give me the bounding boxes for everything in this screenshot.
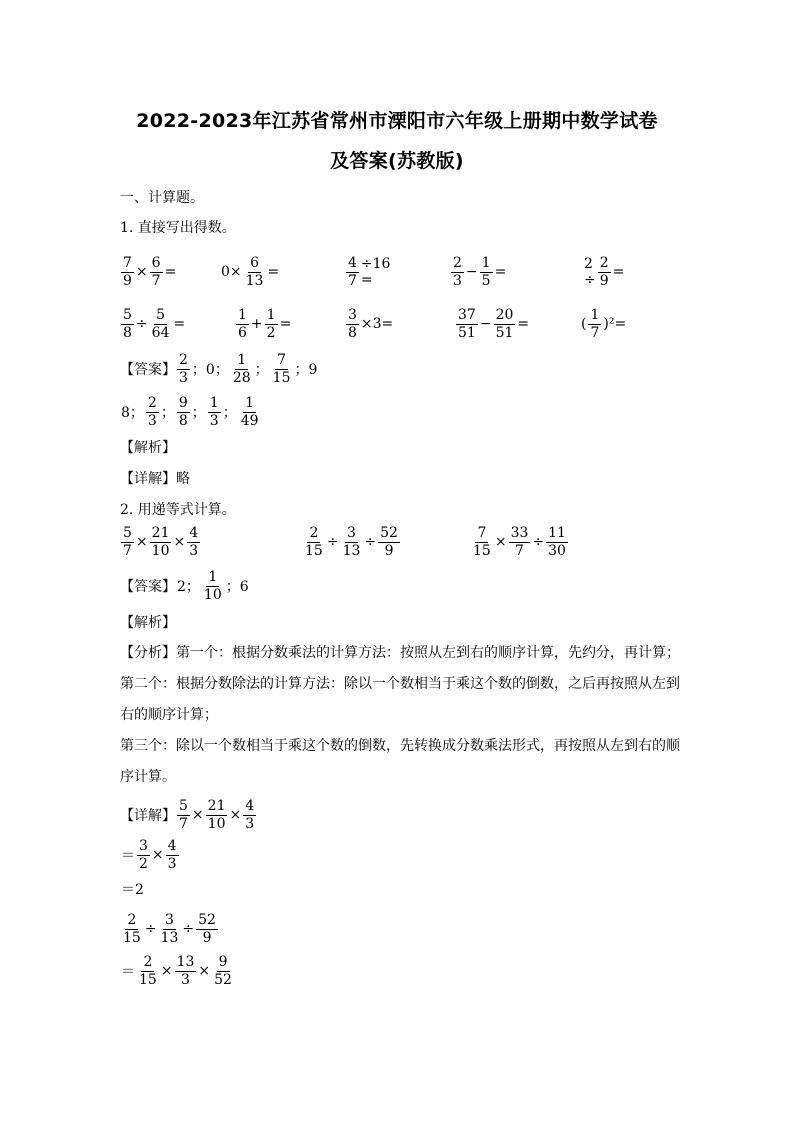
denominator: 8	[178, 412, 188, 429]
math-text: ×	[198, 963, 211, 979]
q1-expr	[220, 255, 280, 290]
fraction	[121, 255, 134, 290]
denominator: 28	[232, 369, 251, 386]
denominator: 13	[160, 929, 179, 946]
denominator: 8	[123, 324, 132, 341]
math-text: ÷	[326, 534, 339, 550]
denominator: 64	[151, 324, 170, 341]
q2-expr	[120, 525, 201, 560]
fraction	[480, 255, 493, 290]
q2-step	[120, 838, 180, 873]
denominator: 3	[167, 855, 177, 872]
numerator: 1	[208, 568, 218, 585]
denominator: 7	[348, 272, 357, 289]
numerator: 5	[123, 306, 132, 323]
math-text: (	[581, 316, 587, 332]
fraction	[341, 525, 363, 560]
math-text: 2 ÷	[584, 256, 596, 288]
q2-step	[176, 798, 257, 833]
denominator: 7	[590, 324, 600, 341]
fraction	[177, 395, 190, 430]
fraction	[346, 307, 359, 342]
fraction	[471, 525, 493, 560]
numerator: 1	[209, 394, 219, 411]
numerator: 2	[147, 394, 157, 411]
q1-expr	[455, 307, 530, 342]
q1-answer-line-1	[120, 349, 318, 389]
denominator: 7	[151, 272, 161, 289]
numerator: 3	[348, 306, 357, 323]
numerator: 21	[151, 524, 170, 541]
numerator: 52	[380, 524, 398, 541]
math-text: +	[250, 316, 263, 332]
fraction	[137, 838, 150, 873]
math-text: ÷	[364, 534, 377, 550]
fraction	[121, 307, 134, 342]
fraction	[121, 525, 134, 560]
math-text: ×	[135, 534, 148, 550]
fraction	[265, 307, 278, 342]
q2-answer-line	[120, 566, 250, 606]
answer-label: 【答案】	[120, 362, 176, 378]
denominator: 13	[245, 272, 264, 289]
fraction	[166, 838, 179, 873]
numerator: 6	[151, 254, 161, 271]
fraction	[598, 255, 611, 290]
numerator: 9	[218, 953, 228, 970]
numerator: 13	[176, 953, 195, 970]
denominator: 7	[515, 542, 524, 559]
denominator: 7	[179, 815, 188, 832]
math-text: −	[479, 316, 492, 332]
numerator: 37	[458, 306, 476, 323]
math-text: ；	[191, 405, 206, 421]
q2-analysis-paragraph-1: 【分析】第一个：根据分数乘法的计算方法：按照从左到右的顺序计算，先约分，再计算；第二个：根据分数除法的计算方法：除以一个数相当于乘这个数的倒数，之后再按照从左到右的顺序计算；	[120, 645, 680, 723]
numerator: 7	[277, 351, 287, 368]
fraction	[546, 525, 568, 560]
fraction	[244, 255, 266, 290]
fraction	[146, 395, 159, 430]
q1-expr	[583, 255, 625, 290]
denominator: 9	[123, 272, 132, 289]
q2-expr	[302, 525, 401, 560]
numerator: 1	[481, 254, 491, 271]
numerator: 4	[348, 254, 357, 271]
denominator: 15	[139, 971, 157, 988]
q1-expr	[345, 307, 394, 342]
fraction	[231, 352, 253, 387]
denominator: 8	[348, 324, 357, 341]
document-title-line2: 及答案(苏教版)	[330, 150, 464, 172]
denominator: 2	[139, 855, 148, 872]
numerator: 5	[123, 524, 132, 541]
numerator: 11	[548, 524, 566, 541]
denominator: 3	[181, 971, 190, 988]
math-text: ；	[254, 362, 269, 378]
denominator: 49	[240, 412, 259, 429]
math-text: =	[494, 264, 507, 280]
denominator: 3	[147, 412, 157, 429]
fraction	[509, 525, 531, 560]
math-text: ；	[222, 405, 237, 421]
numerator: 7	[123, 254, 132, 271]
q2-detail-step-5	[120, 951, 235, 991]
denominator: 30	[548, 542, 566, 559]
denominator: 10	[203, 586, 222, 603]
math-text: 8；	[121, 405, 144, 421]
denominator: 9	[384, 542, 394, 559]
question-2-label: 2. 用递等式计算。	[120, 502, 236, 518]
q1-expr	[580, 307, 627, 342]
q2-analysis-label: 【解析】	[120, 615, 176, 631]
numerator: 3	[139, 837, 148, 854]
denominator: 2	[266, 324, 276, 341]
math-text: 0×	[221, 264, 242, 280]
numerator: 4	[189, 524, 199, 541]
fraction	[303, 525, 325, 560]
fraction	[150, 255, 163, 290]
q1-detail: 【详解】略	[120, 471, 190, 487]
numerator: 2	[453, 254, 462, 271]
numerator: 21	[207, 797, 226, 814]
numerator: 6	[250, 254, 260, 271]
math-text: ×	[151, 847, 164, 863]
denominator: 10	[207, 815, 226, 832]
numerator: 33	[510, 524, 529, 541]
denominator: 51	[495, 324, 514, 341]
denominator: 3	[179, 369, 188, 386]
fraction	[243, 798, 256, 833]
denominator: 51	[458, 324, 476, 341]
math-text: =	[612, 264, 625, 280]
denominator: 15	[272, 369, 291, 386]
math-text: ＝2	[121, 882, 144, 898]
math-text: ＝	[121, 848, 135, 864]
fraction	[121, 912, 143, 947]
denominator: 9	[202, 929, 212, 946]
math-text: ÷	[182, 921, 195, 937]
numerator: 3	[165, 911, 174, 928]
numerator: 1	[590, 306, 600, 323]
numerator: 2	[127, 911, 137, 928]
math-text: ×	[173, 534, 186, 550]
fraction	[150, 525, 172, 560]
q2-detail-step-1	[120, 795, 257, 835]
denominator: 7	[123, 542, 132, 559]
numerator: 7	[477, 524, 487, 541]
math-text: ÷16 =	[360, 256, 391, 288]
fraction	[206, 798, 228, 833]
fraction	[271, 352, 293, 387]
math-text: =	[279, 316, 292, 332]
q1-expr	[235, 307, 292, 342]
numerator: 1	[237, 351, 247, 368]
math-text: ×	[191, 807, 204, 823]
q1-answer-values	[120, 395, 262, 430]
denominator: 6	[238, 324, 247, 341]
numerator: 5	[179, 797, 188, 814]
question-1-label: 1. 直接写出得数。	[120, 220, 236, 236]
fraction	[346, 255, 359, 290]
fraction	[456, 307, 478, 342]
math-text: ；	[160, 405, 175, 421]
denominator: 10	[151, 542, 170, 559]
fraction	[236, 307, 249, 342]
numerator: 4	[245, 797, 255, 814]
numerator: 1	[238, 306, 247, 323]
q1-expr	[120, 307, 186, 342]
math-text: ÷	[135, 316, 148, 332]
q1-expr	[120, 255, 177, 290]
denominator: 9	[599, 272, 609, 289]
document-title-line1: 2022-2023年江苏省常州市溧阳市六年级上册期中数学试卷	[136, 110, 658, 132]
answer-label: 【答案】	[120, 579, 176, 595]
denominator: 52	[214, 971, 232, 988]
q2-answer-values	[176, 569, 250, 604]
numerator: 3	[347, 524, 356, 541]
denominator: 3	[209, 412, 219, 429]
fraction	[159, 912, 181, 947]
numerator: 1	[266, 306, 276, 323]
math-text: −	[465, 264, 478, 280]
fraction	[208, 395, 221, 430]
math-text: ÷	[532, 534, 545, 550]
fraction	[202, 569, 224, 604]
numerator: 52	[198, 911, 216, 928]
fraction	[451, 255, 464, 290]
fraction	[175, 954, 197, 989]
fraction	[239, 395, 261, 430]
denominator: 3	[245, 815, 255, 832]
math-text: =	[517, 316, 530, 332]
fraction	[196, 912, 218, 947]
fraction	[378, 525, 400, 560]
numerator: 2	[309, 524, 319, 541]
fraction	[212, 954, 234, 989]
fraction	[137, 954, 159, 989]
math-text: ×	[229, 807, 242, 823]
math-text: =	[267, 264, 280, 280]
math-text: ＝	[121, 964, 135, 980]
fraction	[187, 525, 200, 560]
q1-answer-values	[176, 352, 318, 387]
denominator: 13	[342, 542, 361, 559]
numerator: 5	[156, 306, 166, 323]
section-heading: 一、计算题。	[120, 190, 204, 206]
fraction	[494, 307, 516, 342]
denominator: 15	[123, 929, 141, 946]
denominator: 15	[305, 542, 323, 559]
q1-analysis-label: 【解析】	[120, 440, 176, 456]
denominator: 15	[473, 542, 491, 559]
math-text: 2；	[177, 579, 200, 595]
math-text: ；6	[225, 579, 249, 595]
math-text: )²=	[603, 316, 627, 332]
q2-step	[120, 954, 235, 989]
math-text: ×3=	[360, 316, 394, 332]
q2-detail-step-4	[120, 909, 219, 949]
q1-answer-line-2	[120, 392, 262, 432]
numerator: 9	[178, 394, 188, 411]
math-text: ×	[160, 963, 173, 979]
math-text: =	[164, 264, 177, 280]
fraction	[177, 352, 190, 387]
fraction	[150, 307, 172, 342]
fraction	[588, 307, 601, 342]
fraction	[177, 798, 190, 833]
numerator: 4	[167, 837, 177, 854]
q1-expr	[345, 255, 391, 290]
q2-expr	[470, 525, 569, 560]
numerator: 20	[495, 306, 514, 323]
detail-label: 【详解】	[120, 808, 176, 824]
q2-detail-step-3	[120, 869, 145, 909]
numerator: 2	[599, 254, 609, 271]
math-text: ÷	[144, 921, 157, 937]
math-text: =	[173, 316, 186, 332]
math-text: ×	[135, 264, 148, 280]
denominator: 5	[481, 272, 491, 289]
q2-step	[120, 879, 145, 899]
q1-expr	[450, 255, 507, 290]
numerator: 2	[179, 351, 188, 368]
q2-analysis-paragraph-2: 第三个：除以一个数相当于乘这个数的倒数，先转换成分数乘法形式，再按照从左到右的顺序计算。	[120, 738, 680, 785]
q2-step	[120, 912, 219, 947]
math-text: ×	[494, 534, 507, 550]
numerator: 1	[245, 394, 255, 411]
denominator: 3	[189, 542, 199, 559]
denominator: 3	[453, 272, 462, 289]
math-text: ；9	[294, 362, 318, 378]
numerator: 2	[143, 953, 153, 970]
math-text: ；0；	[191, 362, 229, 378]
